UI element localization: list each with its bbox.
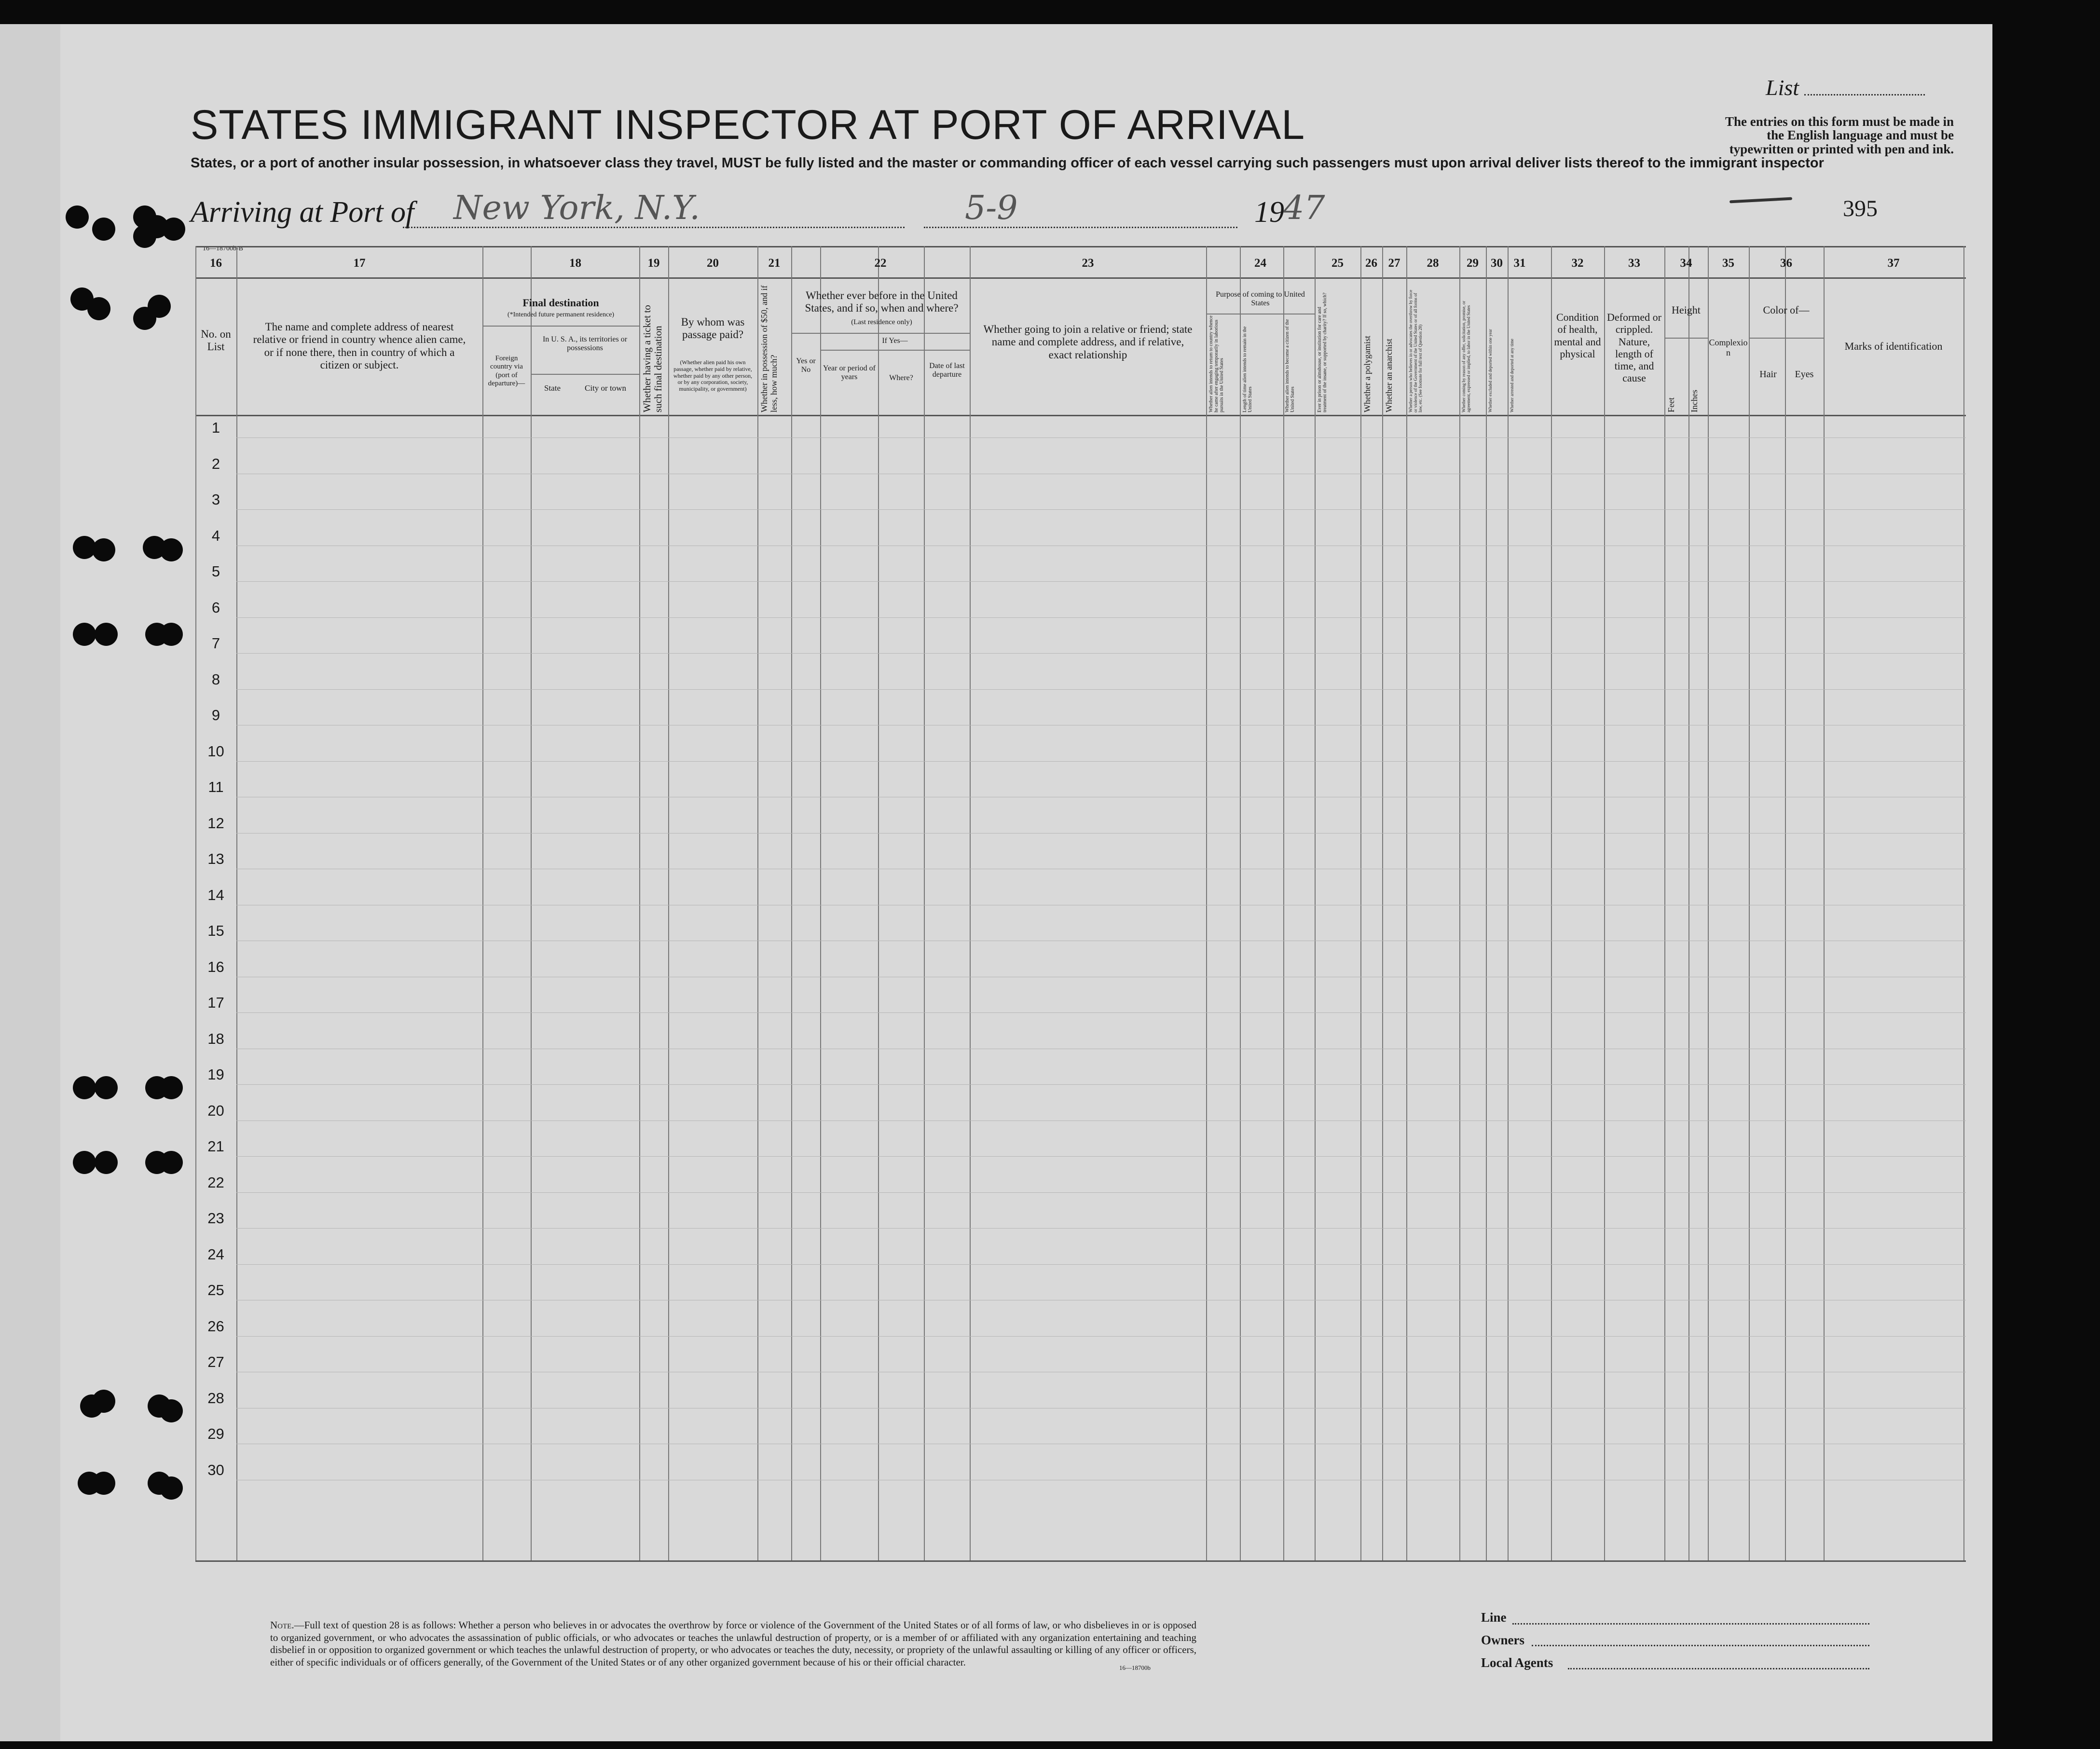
row-rule <box>236 689 1966 690</box>
col-27-header: Whether an anarchist <box>1384 339 1394 412</box>
col-18-header: Final destination <box>522 297 599 309</box>
row-number: 3 <box>211 491 220 508</box>
binder-hole <box>92 538 115 561</box>
row-number: 7 <box>211 635 220 652</box>
col-num: 19 <box>647 257 660 270</box>
col-36-eyes: Eyes <box>1795 369 1814 380</box>
row-number: 16 <box>207 958 224 975</box>
col-18-city: City or town <box>585 383 626 393</box>
owners-label: Owners <box>1481 1633 1524 1647</box>
col-line <box>482 246 483 1560</box>
col-16-header: No. on List <box>201 328 231 353</box>
local-agents-blank <box>1568 1668 1869 1669</box>
binder-hole <box>92 1390 115 1413</box>
col-18-state: State <box>544 383 561 393</box>
row-number: 17 <box>207 994 224 1011</box>
col-22-sub: (Last residence only) <box>851 318 912 326</box>
row-number: 18 <box>207 1030 224 1047</box>
col-18-sub-rule <box>531 374 639 375</box>
col-20-sub: (Whether alien paid his own passage, whether paid by relative, whether paid by any other person, or by any corporation, society, municipality, or government) <box>673 359 753 393</box>
col-num: 29 <box>1467 257 1479 270</box>
row-number: 5 <box>211 563 220 580</box>
col-22-date: Date of last departure <box>929 362 965 379</box>
previous-page-strip <box>0 24 60 1741</box>
col-num: 16 <box>210 257 222 270</box>
date-handwritten: 5-9 <box>965 189 1018 227</box>
row-rule <box>236 509 1966 510</box>
col-24-part-c: Whether alien intends to become a citizen of the United States <box>1285 319 1295 412</box>
col-24-header: Purpose of coming to United States <box>1216 290 1305 308</box>
col-34-header: Height <box>1672 304 1701 316</box>
list-label: List <box>1766 75 1799 100</box>
col-34-inches: Inches <box>1689 390 1699 412</box>
col-line <box>531 246 532 1560</box>
binder-hole <box>160 1476 183 1500</box>
col-line <box>1206 246 1207 1560</box>
binder-hole <box>160 1151 183 1174</box>
row-number: 6 <box>211 599 220 616</box>
row-number: 8 <box>211 670 220 688</box>
row-number: 4 <box>211 527 220 544</box>
binder-hole <box>92 218 115 241</box>
col-18-sub: (*Intended future permanent residence) <box>507 311 615 318</box>
col-18-usa: In U. S. A., its territories or possessions <box>542 335 628 353</box>
col-22-where: Where? <box>889 374 913 382</box>
binder-hole <box>145 215 168 238</box>
col-line <box>1459 246 1460 1560</box>
row-rule <box>236 833 1966 834</box>
col-34-sub-rule <box>1664 338 1708 339</box>
binder-hole <box>160 538 183 561</box>
row-rule <box>236 1120 1966 1121</box>
row-number: 1 <box>211 419 220 436</box>
page-subtitle: States, or a port of another insular possession, in whatsoever class they travel, MUST be fully listed and the master or commanding officer of each vessel carrying such passengers must upon arrival deliver lists thereof to the immigrant inspector <box>191 155 1824 171</box>
col-33-header: Deformed or crippled. Nature, length of time, and cause <box>1606 311 1661 384</box>
col-36-sub-rule <box>1749 338 1824 339</box>
list-blank-line <box>1804 94 1925 96</box>
col-line <box>236 246 237 1560</box>
col-num: 32 <box>1571 257 1584 270</box>
question-28-note <box>270 1619 1196 1668</box>
col-num: 25 <box>1331 257 1344 270</box>
col-22-sub-rule <box>791 333 970 334</box>
row-rule <box>236 1336 1966 1337</box>
form-code: 16—18700b-B <box>203 245 243 252</box>
col-num: 33 <box>1628 257 1640 270</box>
col-34-feet: Feet <box>1666 397 1676 412</box>
row-number: 22 <box>207 1174 224 1191</box>
col-30-header: Whether excluded and deported within one year <box>1488 329 1493 412</box>
row-number: 19 <box>207 1066 224 1083</box>
col-line <box>1315 246 1316 1560</box>
row-number: 29 <box>207 1425 224 1442</box>
col-36-hair: Hair <box>1759 369 1777 380</box>
owners-blank <box>1532 1645 1869 1646</box>
row-rule <box>236 581 1966 582</box>
col-line <box>1604 246 1605 1560</box>
binder-hole <box>73 623 96 646</box>
col-line <box>924 246 925 1560</box>
row-rule <box>236 1156 1966 1157</box>
col-num: 37 <box>1887 257 1900 270</box>
col-19-header: Whether having a ticket to such final destination <box>641 305 664 412</box>
year-handwritten: 47 <box>1283 189 1325 227</box>
row-number: 14 <box>207 886 224 903</box>
row-number: 2 <box>211 455 220 472</box>
manifest-table <box>195 246 1966 1560</box>
col-num: 36 <box>1780 257 1792 270</box>
binder-hole <box>95 1076 118 1099</box>
col-line <box>1749 246 1750 1560</box>
binder-hole <box>133 307 156 330</box>
col-num: 30 <box>1491 257 1503 270</box>
note-text: —Full text of question 28 is as follows: Whether a person who believes in or advocates the overthrow by force or violence of the Government of the United States or of all forms of law, or who disbelieves in or is opposed to organized government, or who advocates the assassination of public officials, or who advocates or teaches the unlawful destruction of property, or is a member of or affiliated with any organization entertaining and teaching disbelief in or opposition to organized government or which teaches the unlawful destruction of property, or who advocates or teaches the duty, necessity, or propriety of the unlawful assaulting or killing of any officer or officers, either of specific individuals or of officers generally, of the Government of the United States or of any other organized government because of his or their official character. <box>270 1619 1196 1668</box>
row-number: 9 <box>211 707 220 724</box>
row-number: 10 <box>207 742 224 760</box>
row-rule <box>236 437 1966 438</box>
col-29-header: Whether coming by reason of any offer, solicitation, promise, or agreement, expressed or implied, to labor in the United States <box>1461 301 1471 412</box>
binder-hole <box>87 297 110 320</box>
col-line <box>1688 246 1689 1560</box>
col-24-part-a: Whether alien intends to return to country whence he came after engaging temporarily in laborious pursuits in the United States <box>1208 315 1224 412</box>
binder-hole <box>95 1151 118 1174</box>
row-number: 11 <box>208 779 224 795</box>
binder-hole <box>73 1151 96 1174</box>
col-32-header: Condition of health, mental and physical <box>1554 311 1601 360</box>
form-instructions: The entries on this form must be made in the English language and must be typewritten or printed with pen and ink. <box>1725 114 1954 156</box>
binder-hole <box>66 205 89 229</box>
col-line <box>1283 246 1284 1560</box>
col-line <box>1486 246 1487 1560</box>
row-rule <box>236 761 1966 762</box>
col-line <box>1824 246 1825 1560</box>
table-bottom-rule <box>195 1560 1966 1562</box>
row-rule <box>236 1264 1966 1265</box>
col-line <box>970 246 971 1560</box>
row-rule <box>236 1228 1966 1229</box>
col-num: 31 <box>1513 257 1526 270</box>
col-17-header: The name and complete address of nearest relative or friend in country whence alien came, or if none there, then in country of which a citizen or subject. <box>253 321 466 371</box>
col-22-ifyes: If Yes— <box>882 337 908 345</box>
note-label: Note. <box>270 1619 294 1631</box>
col-line <box>1406 246 1407 1560</box>
binder-hole <box>73 1076 96 1099</box>
col-line <box>1963 246 1964 1560</box>
col-line <box>1382 246 1383 1560</box>
row-rule <box>236 1084 1966 1085</box>
col-line <box>668 246 669 1560</box>
col-20-header: By whom was passage paid? <box>681 316 745 341</box>
binder-hole <box>160 623 183 646</box>
col-line <box>1360 246 1361 1560</box>
col-line <box>1708 246 1709 1560</box>
row-number: 30 <box>207 1461 224 1478</box>
col-22-header: Whether ever before in the United States, and if so, when and where? <box>805 289 959 314</box>
table-top-rule <box>195 246 1966 247</box>
binder-hole <box>95 623 118 646</box>
col-line <box>757 246 758 1560</box>
col-35-header: Complexion <box>1709 338 1748 357</box>
col-23-header: Whether going to join a relative or friend; state name and complete address, and if relative, exact relationship <box>983 323 1193 361</box>
col-num: 26 <box>1365 257 1377 270</box>
col-line <box>878 246 879 1560</box>
col-line <box>639 246 640 1560</box>
row-number: 23 <box>207 1210 224 1227</box>
col-37-header: Marks of identification <box>1844 340 1943 352</box>
row-number: 28 <box>207 1389 224 1407</box>
column-number-rule <box>195 277 1966 279</box>
line-blank <box>1512 1623 1869 1625</box>
row-number: 21 <box>207 1138 224 1155</box>
scan-background <box>1992 0 2100 1749</box>
col-line <box>1508 246 1509 1560</box>
page-number: 395 <box>1843 196 1878 221</box>
col-28-header: Whether a person who believes in or advocates the overthrow by force or violence of the Government of the United States or of all forms of law, etc. (See footnote for full text of Question 28) <box>1408 289 1423 412</box>
row-number: 12 <box>207 814 224 832</box>
col-line <box>1240 246 1241 1560</box>
col-line <box>1551 246 1552 1560</box>
col-line <box>820 246 821 1560</box>
col-line <box>791 246 792 1560</box>
col-24-part-b: Length of time alien intends to remain in the United States <box>1242 326 1253 412</box>
row-number: 13 <box>207 850 224 867</box>
col-num: 28 <box>1427 257 1439 270</box>
row-number: 27 <box>207 1353 224 1370</box>
line-label: Line <box>1481 1610 1507 1625</box>
footer-form-code: 16—18700b <box>1119 1664 1151 1671</box>
port-handwritten: New York, N.Y. <box>453 189 700 227</box>
row-number: 25 <box>207 1282 224 1298</box>
arriving-label: Arriving at Port of <box>191 196 414 229</box>
col-num: 23 <box>1082 257 1094 270</box>
row-number: 15 <box>207 922 224 939</box>
col-num: 20 <box>707 257 719 270</box>
binder-hole <box>160 1076 183 1099</box>
col-36-header: Color of— <box>1763 304 1810 316</box>
col-num: 18 <box>569 257 581 270</box>
col-25-header: Ever in prison or almshouse, or institution for care and treatment of the insane, or supported by charity? If so, which? <box>1317 292 1328 412</box>
col-31-header: Whether arrested and deported at any time <box>1510 339 1514 412</box>
col-line <box>1785 246 1786 1560</box>
col-num: 35 <box>1722 257 1734 270</box>
local-agents-label: Local Agents <box>1481 1655 1553 1670</box>
row-number: 20 <box>207 1102 224 1119</box>
col-num: 34 <box>1680 257 1692 270</box>
page-title: STATES IMMIGRANT INSPECTOR AT PORT OF ARRIVAL <box>191 102 1305 148</box>
col-num: 22 <box>874 257 887 270</box>
col-18-sub-rule <box>482 326 639 327</box>
col-22-sub-rule <box>820 350 970 351</box>
row-rule <box>236 1012 1966 1013</box>
col-26-header: Whether a polygamist <box>1362 336 1372 412</box>
header-bottom-rule <box>195 415 1966 416</box>
col-22-yesno: Yes or No <box>796 357 816 374</box>
col-num: 21 <box>768 257 781 270</box>
row-number: 26 <box>207 1317 224 1335</box>
col-22-year: Year or period of years <box>823 364 876 382</box>
binder-hole <box>160 1399 183 1422</box>
col-num: 24 <box>1254 257 1266 270</box>
row-rule <box>236 1192 1966 1193</box>
row-rule <box>236 617 1966 618</box>
row-number: 24 <box>207 1245 224 1263</box>
col-num: 27 <box>1388 257 1400 270</box>
row-rule <box>236 653 1966 654</box>
col-21-header: Whether in possession of $50, and if less, how much? <box>759 285 779 412</box>
binder-hole <box>92 1472 115 1495</box>
col-num: 17 <box>353 257 366 270</box>
year-prefix: 19 <box>1254 196 1284 229</box>
col-18-foreign: Foreign country via (port of departure)— <box>488 355 525 387</box>
col-line <box>1664 246 1665 1560</box>
